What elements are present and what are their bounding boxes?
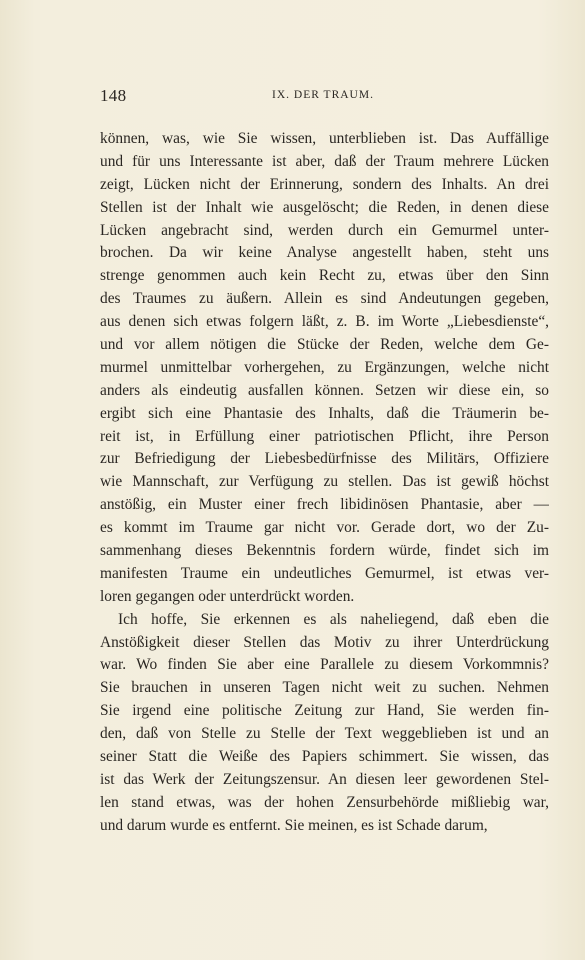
text-line: den, daß von Stelle zu Stelle der Text weggeblieben ist und an xyxy=(100,725,549,743)
text-line: und vor allem nötigen die Stücke der Reden, welche dem Ge- xyxy=(100,336,549,354)
text-line: sammenhang dieses Bekenntnis fordern würde, findet sich im xyxy=(100,542,549,560)
text-line: Lücken angebracht sind, werden durch ein Gemurmel unter- xyxy=(100,221,549,239)
text-line: aus denen sich etwas folgern läßt, z. B. im Worte „Liebesdienste“, xyxy=(100,313,549,331)
text-line: zur Befriedigung der Liebesbedürfnisse des Militärs, Offiziere xyxy=(100,450,549,468)
text-line: und darum wurde es entfernt. Sie meinen, es ist Schade darum, xyxy=(100,816,488,834)
text-line: Anstößigkeit dieser Stellen das Motiv zu ihrer Unterdrückung xyxy=(100,633,549,651)
text-line: len stand etwas, was der hohen Zensurbehörde mißliebig war, xyxy=(100,793,549,811)
text-line: brochen. Da wir keine Analyse angestellt haben, steht uns xyxy=(100,244,549,262)
page-number: 148 xyxy=(100,86,127,105)
text-line: wie Mannschaft, zur Verfügung zu stellen. Das ist gewiß höchst xyxy=(100,473,549,491)
text-line: manifesten Traume ein undeutliches Gemurmel, ist etwas ver- xyxy=(100,564,549,582)
text-line: strenge genommen auch kein Recht zu, etwas über den Sinn xyxy=(100,267,549,285)
text-line: reit ist, in Erfüllung einer patriotischen Pflicht, ihre Person xyxy=(100,427,549,445)
text-line: des Traumes zu äußern. Allein es sind Andeutungen gegeben, xyxy=(100,290,549,308)
text-line: Sie brauchen in unseren Tagen nicht weit zu suchen. Nehmen xyxy=(100,679,549,697)
text-line: murmel unmittelbar vorhergehen, zu Ergänzungen, welche nicht xyxy=(100,358,549,376)
text-line: anstößig, ein Muster einer frech libidinösen Phantasie, aber — xyxy=(100,496,549,514)
body-text xyxy=(100,128,549,838)
text-line: können, was, wie Sie wissen, unterblieben ist. Das Auffällige xyxy=(100,130,549,147)
running-title: IX. DER TRAUM. xyxy=(272,89,374,101)
text-line: ist das Werk der Zeitungszensur. An diesen leer gewordenen Stel- xyxy=(100,770,549,788)
text-line: loren gegangen oder unterdrückt worden. xyxy=(100,587,355,605)
text-line: anders als eindeutig ausfallen können. Setzen wir diese ein, so xyxy=(100,381,549,399)
text-line: zeigt, Lücken nicht der Erinnerung, sondern des Inhalts. An drei xyxy=(100,175,549,193)
text-line: seiner Statt die Weiße des Papiers schimmert. Sie wissen, das xyxy=(100,748,549,766)
text-line: ergibt sich eine Phantasie des Inhalts, daß die Träumerin be- xyxy=(100,404,549,422)
text-line: Sie irgend eine politische Zeitung zur Hand, Sie werden fin- xyxy=(100,702,549,720)
page-header xyxy=(100,86,549,108)
text-line: war. Wo finden Sie aber eine Parallele zu diesem Vorkommnis? xyxy=(100,656,549,674)
text-line: es kommt im Traume gar nicht vor. Gerade dort, wo der Zu- xyxy=(100,519,549,537)
text-line: und für uns Interessante ist aber, daß der Traum mehrere Lücken xyxy=(100,152,549,170)
text-line: Stellen ist der Inhalt wie ausgelöscht; die Reden, in denen diese xyxy=(100,198,549,216)
text-line: Ich hoffe, Sie erkennen es als naheliegend, daß eben die xyxy=(118,610,549,628)
